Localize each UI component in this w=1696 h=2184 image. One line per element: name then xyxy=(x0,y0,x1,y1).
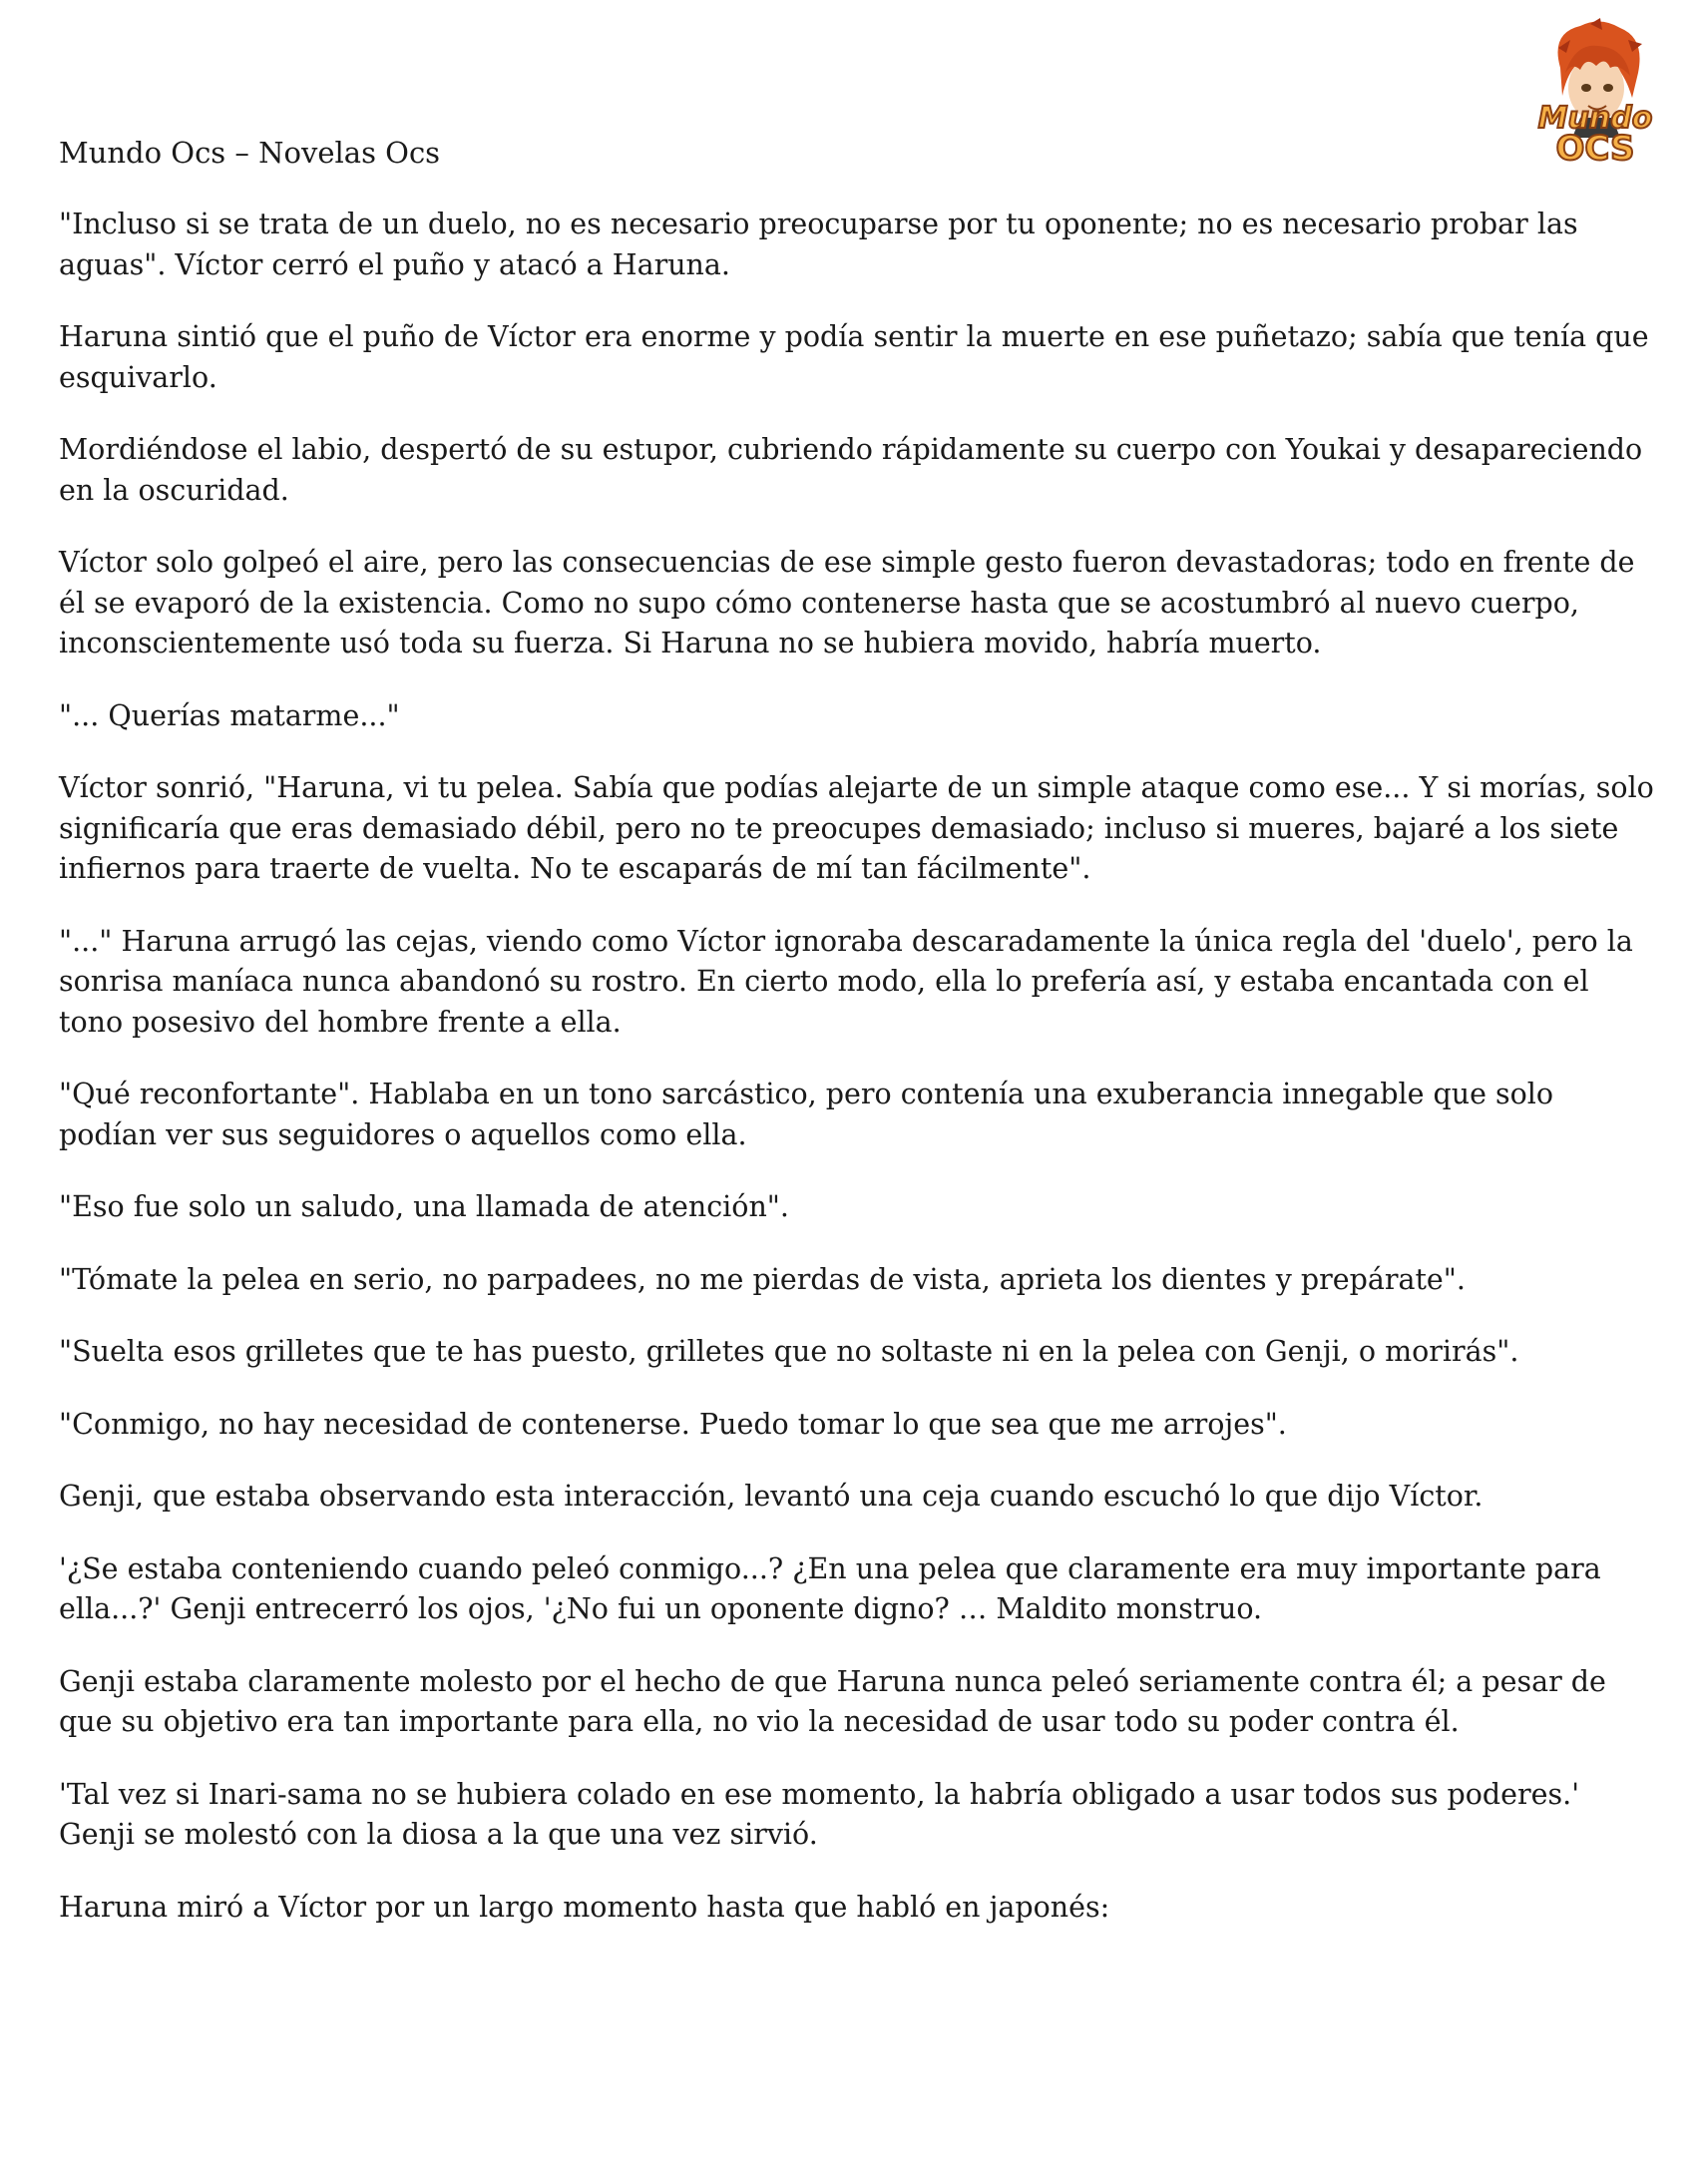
logo-text-top: Mundo xyxy=(1537,101,1653,136)
paragraph: "Incluso si se trata de un duelo, no es necesario preocuparse por tu oponente; no es necesario probar las aguas". Víctor cerró el puño y atacó a Haruna. xyxy=(59,208,1578,281)
paragraph: Genji estaba claramente molesto por el hecho de que Haruna nunca peleó seriamente contra él; a pesar de que su objetivo era tan importante para ella, no vio la necesidad de usar todo su poder contra él. xyxy=(59,1664,1606,1738)
paragraph: Genji, que estaba observando esta interacción, levantó una ceja cuando escuchó lo que dijo Víctor. xyxy=(59,1480,1484,1513)
paragraph: "... Querías matarme..." xyxy=(59,698,400,732)
paragraph: Mordiéndose el labio, despertó de su estupor, cubriendo rápidamente su cuerpo con Youkai y desapareciendo en la oscuridad. xyxy=(59,433,1643,507)
paragraph: Haruna miró a Víctor por un largo momento hasta que habló en japonés: xyxy=(59,1890,1110,1924)
paragraph: "Suelta esos grilletes que te has puesto, grilletes que no soltaste ni en la pelea con Genji, o morirás". xyxy=(59,1335,1519,1368)
paragraph: Haruna sintió que el puño de Víctor era enorme y podía sentir la muerte en ese puñetazo; sabía que tenía que esquivarlo. xyxy=(59,320,1649,394)
paragraph: Víctor sonrió, "Haruna, vi tu pelea. Sabía que podías alejarte de un simple ataque como ese... Y si morías, solo significaría que eras demasiado débil, pero no te preocupes demasiado; incluso si mueres, bajaré a los siete infiernos para traerte de vuelta. No te escaparás de mí tan fácilmente". xyxy=(59,771,1654,885)
paragraph: "Eso fue solo un saludo, una llamada de atención". xyxy=(59,1190,789,1223)
paragraph: Víctor solo golpeó el aire, pero las consecuencias de ese simple gesto fueron devastadoras; todo en frente de él se evaporó de la existencia. Como no supo cómo contenerse hasta que se acostumbró al nuevo cuerpo, inconscientemente usó toda su fuerza. Si Haruna no se hubiera movido, habría muerto. xyxy=(59,546,1635,659)
paragraph: "Qué reconfortante". Hablaba en un tono sarcástico, pero contenía una exuberancia innegable que solo podían ver sus seguidores o aquellos como ella. xyxy=(59,1078,1554,1151)
logo-text-bottom: OCS xyxy=(1555,129,1635,168)
paragraph: 'Tal vez si Inari-sama no se hubiera colado en ese momento, la habría obligado a usar todos sus poderes.' Genji se molestó con la diosa a la que una vez sirvió. xyxy=(59,1777,1580,1851)
story-body xyxy=(59,205,1655,1960)
paragraph: "..." Haruna arrugó las cejas, viendo como Víctor ignoraba descaradamente la única regla del 'duelo', pero la sonrisa maníaca nunca abandonó su rostro. En cierto modo, ella lo prefería así, y estaba encantada con el tono posesivo del hombre frente a ella. xyxy=(59,924,1633,1039)
paragraph: '¿Se estaba conteniendo cuando peleó conmigo...? ¿En una pelea que claramente era muy importante para ella...?' Genji entrecerró los ojos, '¿No fui un oponente digno? … Maldito monstruo. xyxy=(59,1551,1601,1625)
paragraph: "Tómate la pelea en serio, no parpadees, no me pierdas de vista, aprieta los dientes y prepárate". xyxy=(59,1262,1466,1296)
page-header-title: Mundo Ocs – Novelas Ocs xyxy=(59,136,441,170)
mundo-ocs-logo xyxy=(1520,18,1670,168)
paragraph: "Conmigo, no hay necesidad de contenerse. Puedo tomar lo que sea que me arrojes". xyxy=(59,1407,1287,1441)
